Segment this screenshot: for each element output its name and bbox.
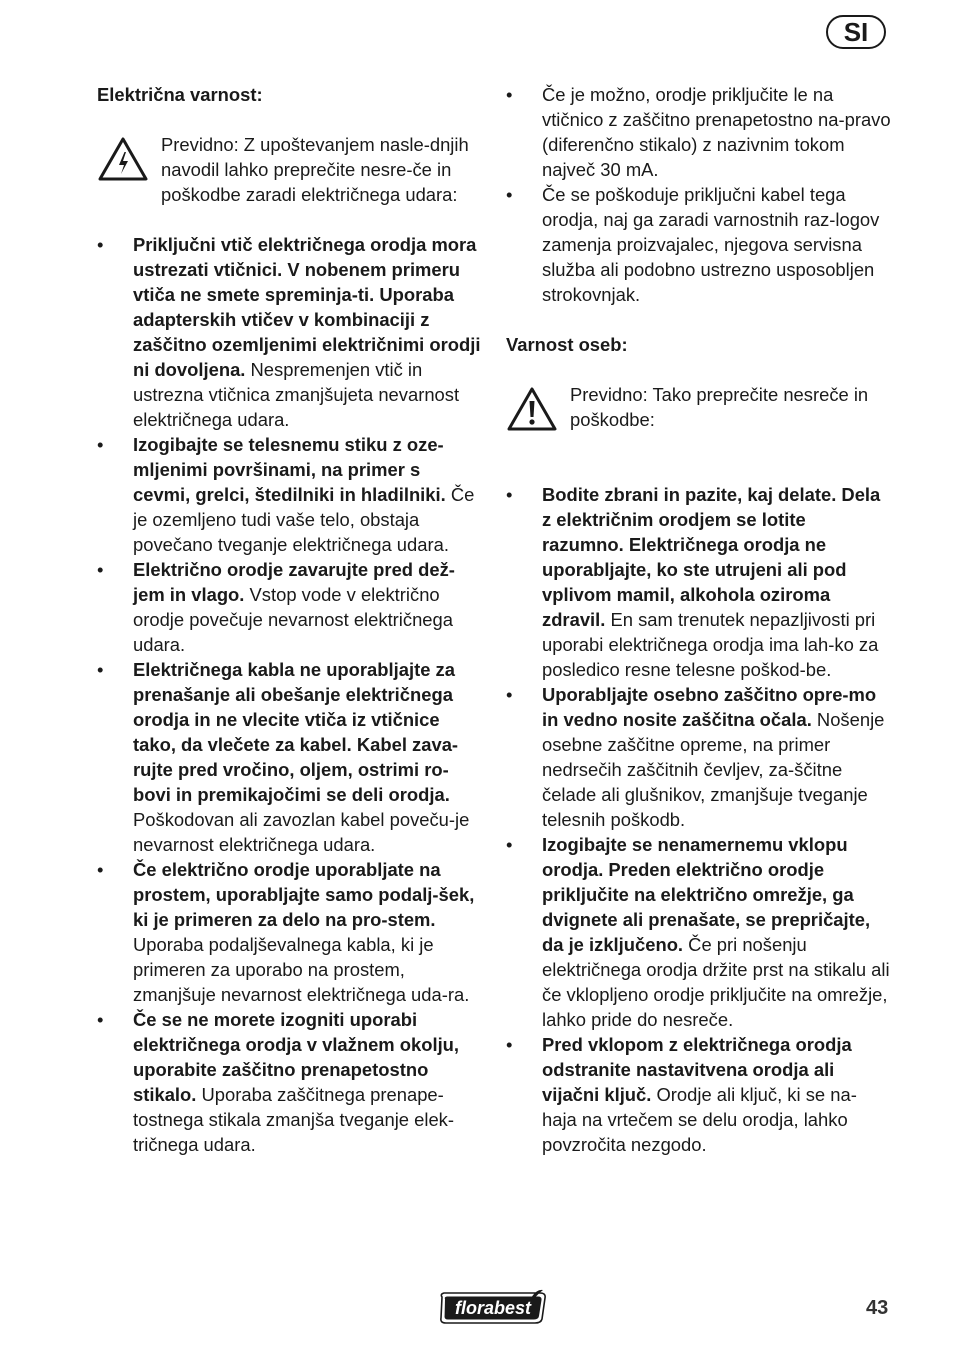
warning-text: Previdno: Tako preprečite nesreče in poškodbe: (570, 384, 869, 430)
left-column (97, 82, 482, 1157)
list-item: • Če električno orodje uporabljate na prostem, uporabljajte samo podalj-šek, ki je primeren za delo na pro-stem. Uporaba podaljševalnega kabla, ki je primeren za uporabo na prostem, zmanjšuje nevarnost električnega uda-ra. (97, 857, 482, 1007)
warning-text: Previdno: Z upoštevanjem nasle-dnjih navodil lahko preprečite nesre-če in poškodbe zaradi električnega udara: (161, 134, 469, 205)
list-item: • Pred vklopom z električnega orodja odstranite nastavitvena orodja ali vijačni ključ. Orodje ali ključ, ki se na-haja na vrtečem se delu orodja, lahko povzročita nezgodo. (506, 1032, 891, 1157)
list-item: • Uporabljajte osebno zaščitno opre-mo in vedno nosite zaščitna očala. Nošenje osebne zaščitne opreme, na primer nedrsečih zaščitnih čevljev, za-ščitne čelade ali glušnikov, zmanjšuje tveganje telesnih poškodb. (506, 682, 891, 832)
list-item: • Bodite zbrani in pazite, kaj delate. Dela z električnim orodjem se lotite razumno. Električnega orodja ne uporabljajte, ko ste utrujeni ali pod vplivom mamil, alkohola oziroma zdravil. En sam trenutek nepazljivosti pri uporabi električnega orodja ima lah-ko za posledico resne telesne poškod-be. (506, 482, 891, 682)
list-item: • Priključni vtič električnega orodja mora ustrezati vtičnici. V nobenem primeru vtiča ne smete spreminja-ti. Uporaba adapterskih vtičev v kombinaciji z zaščitno ozemljenimi električnimi orodji ni dovoljena. Nespremenjen vtič in ustrezna vtičnica zmanjšujeta nevarnost električnega udara. (97, 232, 482, 432)
list-item: • Električnega kabla ne uporabljajte za prenašanje ali obešanje električnega orodja in ne vlecite vtiča iz vtičnice tako, da vlečete za kabel. Kabel zava-rujte pred vročino, oljem, ostrimi ro-bovi in premikajočimi se deli orodja. Poškodovan ali zavozlan kabel poveču-je nevarnost električnega udara. (97, 657, 482, 857)
right-column (506, 82, 891, 1157)
list-item: • Izogibajte se telesnemu stiku z oze-mljenimi površinami, na primer s cevmi, grelci, štedilniki in hladilniki. Če je ozemljeno tudi vaše telo, obstaja povečano tveganje električnega udara. (97, 432, 482, 557)
personal-safety-list (506, 482, 891, 1157)
list-item: • Izogibajte se nenamernemu vklopu orodja. Preden električno orodje priključite na električno omrežje, ga dvignete ali prenašate, se prepričajte, da je izključeno. Če pri nošenju električnega orodja držite prst na stikalu ali če vklopljeno orodje priključite na omrežje, lahko pride do nesreče. (506, 832, 891, 1032)
page-number: 43 (866, 1297, 889, 1319)
exclamation-warning-icon (506, 386, 558, 432)
language-badge: SI (826, 15, 886, 49)
list-item: • Če se poškoduje priključni kabel tega orodja, naj ga zaradi varnostnih raz-logov zamenja proizvajalec, njegova servisna služba ali podobno ustrezno usposobljen strokovnjak. (506, 182, 891, 307)
section-heading-electrical-safety: Električna varnost: (97, 84, 263, 105)
personal-warning-block (506, 382, 891, 457)
section-heading-personal-safety: Varnost oseb: (506, 334, 628, 355)
florabest-logo (436, 1287, 550, 1327)
electrical-warning-block (97, 132, 482, 207)
list-item: • Električno orodje zavarujte pred dež-jem in vlago. Vstop vode v električno orodje povečuje nevarnost električnega udara. (97, 557, 482, 657)
electrical-safety-list (97, 232, 482, 1157)
electrical-safety-list-continued (506, 82, 891, 307)
high-voltage-warning-icon (97, 136, 149, 182)
svg-text:florabest: florabest (454, 1298, 532, 1318)
list-item: • Če se ne morete izogniti uporabi električnega orodja v vlažnem okolju, uporabite zaščitno prenapetostno stikalo. Uporaba zaščitnega prenape-tostnega stikala zmanjša tveganje elek-tričnega udara. (97, 1007, 482, 1157)
list-item: • Če je možno, orodje priključite le na vtičnico z zaščitno prenapetostno na-pravo (diferenčno stikalo) z nazivnim tokom največ 30 mA. (506, 82, 891, 182)
